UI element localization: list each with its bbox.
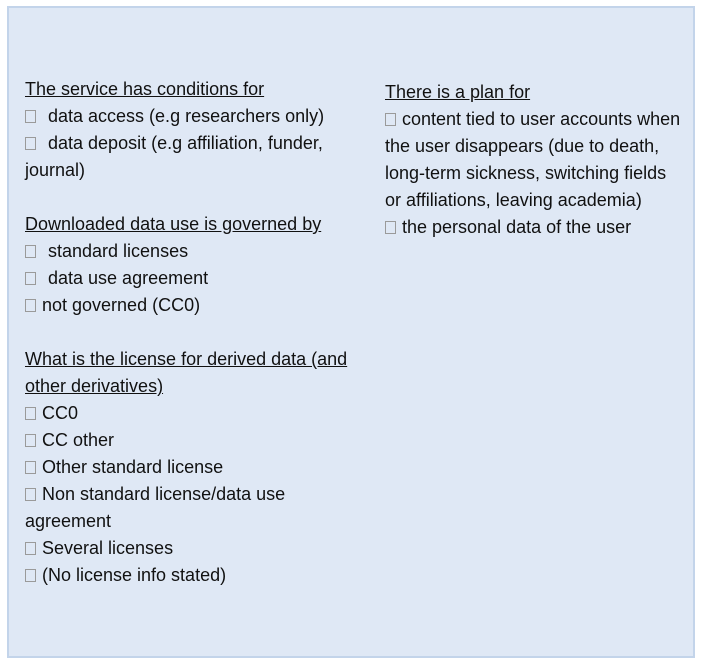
- governed-heading: Downloaded data use is governed by: [25, 214, 322, 234]
- checkbox-label: CC other: [42, 430, 115, 450]
- checkbox-item-data-access: [25, 103, 365, 130]
- checkbox-icon[interactable]: [25, 569, 36, 582]
- left-column: [25, 76, 365, 616]
- checkbox-item-other-standard: [25, 454, 365, 481]
- checkbox-item-cc-other: [25, 427, 365, 454]
- checkbox-label: not governed (CC0): [42, 295, 201, 315]
- checkbox-item-user-accounts: [385, 106, 685, 214]
- checkbox-label: data deposit (e.g affiliation, funder, journal): [25, 133, 323, 180]
- checkbox-label: CC0: [42, 403, 79, 423]
- checkbox-label: the personal data of the user: [402, 217, 632, 237]
- plan-heading: There is a plan for: [385, 82, 531, 102]
- checkbox-item-data-use-agreement: [25, 265, 365, 292]
- checkbox-item-not-governed: [25, 292, 365, 319]
- checkbox-label: Several licenses: [42, 538, 174, 558]
- conditions-heading: The service has conditions for: [25, 79, 265, 99]
- conditions-section: [25, 76, 365, 184]
- checkbox-icon[interactable]: [385, 113, 396, 126]
- content-panel: [7, 6, 695, 658]
- checkbox-label: Non standard license/data use agreement: [25, 484, 286, 531]
- checkbox-icon[interactable]: [25, 137, 36, 150]
- checkbox-label: (No license info stated): [42, 565, 227, 585]
- checkbox-label: content tied to user accounts when the user disappears (due to death, long-term sickness, switching fields or affiliations, leaving academia): [385, 109, 681, 210]
- checkbox-icon[interactable]: [25, 488, 36, 501]
- checkbox-icon[interactable]: [25, 110, 36, 123]
- checkbox-item-cc0: [25, 400, 365, 427]
- governed-section: [25, 211, 365, 319]
- checkbox-item-several-licenses: [25, 535, 365, 562]
- checkbox-icon[interactable]: [25, 245, 36, 258]
- checkbox-icon[interactable]: [385, 221, 396, 234]
- checkbox-item-no-license: [25, 562, 365, 589]
- checkbox-icon[interactable]: [25, 299, 36, 312]
- derived-license-heading: What is the license for derived data (and other derivatives): [25, 349, 348, 396]
- checkbox-label: standard licenses: [48, 241, 189, 261]
- checkbox-item-personal-data: [385, 214, 685, 241]
- checkbox-label: data access (e.g researchers only): [48, 106, 325, 126]
- checkbox-label: Other standard license: [42, 457, 224, 477]
- checkbox-item-standard-licenses: [25, 238, 365, 265]
- right-column: [385, 79, 685, 241]
- checkbox-icon[interactable]: [25, 542, 36, 555]
- derived-license-section: [25, 346, 365, 589]
- checkbox-label: data use agreement: [48, 268, 209, 288]
- checkbox-icon[interactable]: [25, 461, 36, 474]
- checkbox-icon[interactable]: [25, 407, 36, 420]
- checkbox-item-non-standard: [25, 481, 365, 535]
- checkbox-icon[interactable]: [25, 272, 36, 285]
- checkbox-icon[interactable]: [25, 434, 36, 447]
- checkbox-item-data-deposit: [25, 130, 365, 184]
